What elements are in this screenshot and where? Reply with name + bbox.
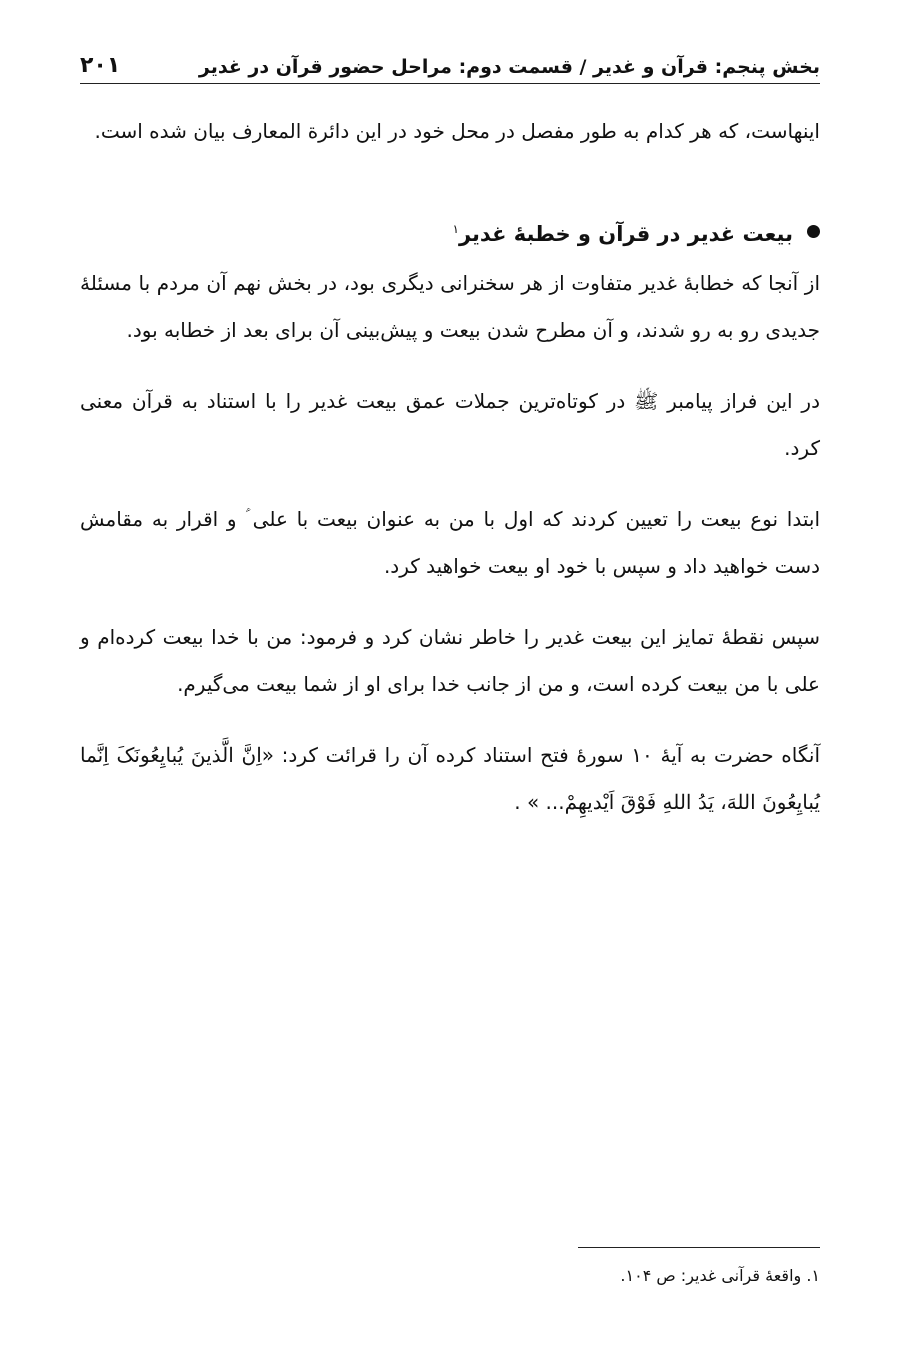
footnote-divider bbox=[578, 1247, 820, 1248]
section-heading-text bbox=[453, 207, 793, 256]
quran-verse: اِنَّ الَّذینَ یُبایِعُونَکَ اِنَّما یُبایِعُونَ اللهَ، یَدُ اللهِ فَوْقَ اَیْدیهِمْ bbox=[80, 743, 820, 814]
main-text bbox=[80, 108, 820, 850]
footnote: ۱. واقعهٔ قرآنی غدیر: ص ۱۰۴. bbox=[620, 1266, 820, 1285]
paragraph-1: از آنجا که خطابهٔ غدیر متفاوت از هر سخنرانی دیگری بود، در بخش نهم آن مردم با مسئلهٔ جدیدی رو به رو شدند، و آن مطرح شدن بیعت و پیش‌بینی آن برای بعد از خطابه بود. bbox=[80, 271, 820, 342]
running-title: بخش پنجم: قرآن و غدیر / قسمت دوم: مراحل حضور قرآن در غدیر bbox=[198, 56, 820, 78]
intro-paragraph: اینهاست، که هر کدام به طور مفصل در محل خود در این دائرة المعارف بیان شده است. bbox=[94, 119, 820, 143]
bullet-icon bbox=[807, 225, 820, 238]
section-heading bbox=[80, 207, 820, 256]
paragraph-4: سپس نقطهٔ تمایز این بیعت غدیر را خاطر نشان کرد و فرمود: من با خدا بیعت کرده‌ام و علی با من بیعت کرده است، و من از جانب خدا برای او از شما بیعت می‌گیرم. bbox=[80, 625, 820, 696]
paragraph-2: در این فراز پیامبر ﷺ در کوتاه‌ترین جملات عمق بیعت غدیر را با استناد به قرآن معنی کرد. bbox=[80, 389, 820, 460]
page-number: ۲۰۱ bbox=[80, 53, 121, 78]
footnote-marker[interactable]: ۱ bbox=[452, 222, 459, 236]
paragraph-5-end: ... » . bbox=[514, 790, 565, 814]
page-header bbox=[80, 38, 820, 78]
paragraph-5 bbox=[80, 732, 820, 826]
paragraph-3: ابتدا نوع بیعت را تعیین کردند که اول با من به عنوان بیعت با علی ؑ و اقرار به مقامش دست خواهید داد و سپس با خود او بیعت خواهید کرد. bbox=[80, 507, 820, 578]
header-divider bbox=[80, 83, 820, 84]
paragraph-5-intro: آنگاه حضرت به آیهٔ ۱۰ سورهٔ فتح استناد کرده آن را قرائت کرد: « bbox=[261, 743, 820, 767]
heading-label: بیعت غدیر در قرآن و خطبهٔ غدیر bbox=[458, 222, 793, 246]
